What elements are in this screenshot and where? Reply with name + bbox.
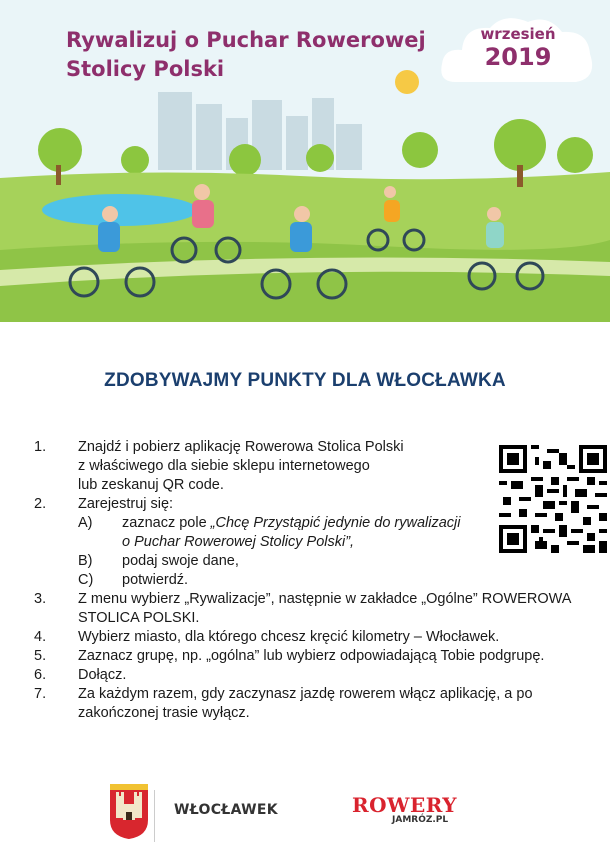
step-text: Zarejestruj się: [78,496,174,512]
step-text: Dołącz. [78,667,127,683]
page-heading: ZDOBYWAJMY PUNKTY DLA WŁOCŁAWKA [104,370,506,391]
city-coat-of-arms-icon [108,782,150,840]
step-number: 3. [34,591,47,607]
step-number: 1. [34,439,47,455]
step-text: Wybierz miasto, dla którego chcesz kręcić kilometry – Włocławek. [78,629,500,645]
step-number: 6. [34,667,47,683]
date-month: wrzesień [480,25,556,43]
sub-item [78,571,594,590]
qr-code-icon[interactable] [499,445,607,553]
step-number: 5. [34,648,47,664]
step-number: 4. [34,629,47,645]
step-text: Z menu wybierz „Rywalizacje”, następnie w zakładce „Ogólne” ROWEROWA [78,591,572,607]
step-text: Zaznacz grupę, np. „ogólna” lub wybierz odpowiadającą Tobie podgrupę. [78,648,545,664]
footer-divider [154,790,155,842]
banner-title [66,26,446,84]
step-text: STOLICA POLSKI. [78,610,200,626]
banner-title-line1: Rywalizuj o Puchar Rowerowej [66,28,426,52]
step-text: Znajdź i pobierz aplikację Rowerowa Stolica Polski [78,439,404,455]
sub-text: potwierdź. [122,572,189,588]
list-item [34,685,594,723]
list-item [34,666,594,685]
sub-text-italic-line2: o Puchar Rowerowej Stolicy Polski”, [122,534,355,550]
step-text: lub zeskanuj QR code. [78,477,224,493]
step-text: zakończonej trasie wyłącz. [78,705,250,721]
date-year: 2019 [484,43,552,71]
list-item [34,647,594,666]
list-item [34,628,594,647]
list-item [34,590,594,628]
sub-item [78,552,594,571]
city-name: WŁOCŁAWEK [174,802,278,818]
banner-title-line2: Stolicy Polski [66,57,225,81]
sub-text-italic: „Chcę Przystąpić jedynie do rywalizacji [210,515,461,531]
step-number: 2. [34,496,47,512]
sub-letter: C) [78,572,94,588]
sub-letter: A) [78,515,93,531]
sponsor-logo: ROWERY [352,793,458,817]
sub-text: podaj swoje dane, [122,553,239,569]
sponsor-logo-subtitle: JAMRÓZ.PL [392,815,449,825]
step-number: 7. [34,686,47,702]
sub-text: zaznacz pole [122,515,211,531]
sub-letter: B) [78,553,93,569]
step-text: z właściwego dla siebie sklepu internetowego [78,458,370,474]
step-text: Za każdym razem, gdy zaczynasz jazdę rowerem włącz aplikację, a po [78,686,533,702]
